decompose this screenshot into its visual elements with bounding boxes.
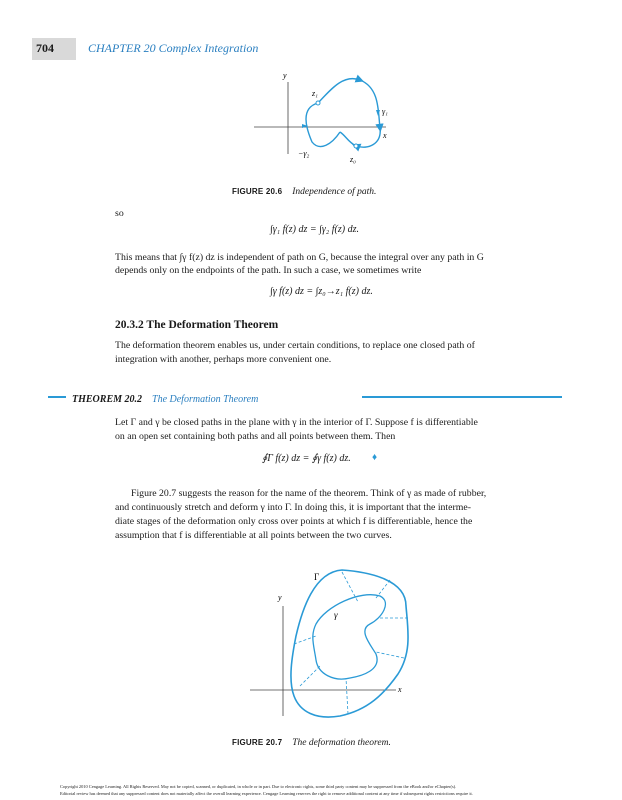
- theorem-end-mark: ♦: [372, 452, 378, 463]
- figure-20-6: [240, 68, 410, 178]
- fig1-caption-text: Independence of path.: [292, 187, 377, 197]
- para1-line1: This means that ∫γ f(z) dz is independent of path on G, because the integral over any path in G: [115, 252, 484, 263]
- para3-line2: and continuously stretch and deform γ into Γ. In doing this, it is important that the interme-: [115, 502, 471, 513]
- para2-line2: integration with another, perhaps more convenient one.: [115, 354, 332, 365]
- point-z0: [354, 144, 358, 148]
- page-number: 704: [36, 41, 54, 55]
- section-title: 20.3.2 The Deformation Theorem: [115, 319, 279, 331]
- gamma-inner-curve: [313, 595, 386, 679]
- para3-line3: diate stages of the deformation only cross over points at which f is differentiable, hence the: [115, 516, 473, 527]
- fig1-label-z1: z₁: [312, 89, 318, 98]
- fig2-label-gamma: γ: [334, 610, 338, 620]
- figure-20-7-caption: [232, 732, 391, 750]
- point-z1: [316, 101, 320, 105]
- theorem-rule-right: [362, 396, 562, 398]
- theorem-heading: [72, 389, 258, 407]
- para3-line1: Figure 20.7 suggests the reason for the name of the theorem. Think of γ as made of rubber,: [131, 488, 487, 499]
- fig2-label-y: y: [278, 593, 282, 602]
- para1-line2: depends only on the endpoints of the path. In such a case, we sometimes write: [115, 265, 422, 276]
- theorem-line2: on an open set containing both paths and all points between them. Then: [115, 431, 396, 442]
- copyright-line2: Editorial review has deemed that any suppressed content does not materially affect the overall learning experience. Cengage Learning reserves the right to remove additional content at any time if subsequent rights restrictions require it.: [60, 791, 473, 796]
- gamma1-path: [318, 79, 380, 148]
- para3-line4: assumption that f is differentiable at all points between the two curves.: [115, 530, 392, 541]
- para2-line1: The deformation theorem enables us, under certain conditions, to replace one closed path of: [115, 340, 475, 351]
- fig2-label-Gamma: Γ: [314, 572, 320, 582]
- fig2-label-x: x: [398, 685, 402, 694]
- theorem-equation: ∮Γ f(z) dz = ∮γ f(z) dz.: [262, 453, 351, 464]
- figure-20-7: [230, 566, 420, 730]
- gamma2-path: [306, 103, 340, 147]
- text-so: so: [115, 208, 124, 219]
- theorem-line1: Let Γ and γ be closed paths in the plane with γ in the interior of Γ. Suppose f is differentiable: [115, 417, 478, 428]
- fig1-label-z0: z₀: [350, 155, 356, 164]
- fig2-caption-label: FIGURE 20.7: [232, 738, 283, 747]
- fig2-caption-text: The deformation theorem.: [292, 738, 391, 748]
- chapter-title: CHAPTER 20 Complex Integration: [88, 41, 259, 55]
- copyright-line1: Copyright 2010 Cengage Learning. All Rights Reserved. May not be copied, scanned, or duplicated, in whole or in part. Due to electronic rights, some third party content may be suppressed from the eBook and/or eChapter(s).: [60, 784, 457, 789]
- equation-2: ∫γ f(z) dz = ∫z₀→z₁ f(z) dz.: [270, 286, 373, 297]
- Gamma-outer-curve: [291, 570, 408, 717]
- fig1-label-x: x: [383, 131, 387, 140]
- theorem-rule-left: [48, 396, 66, 398]
- fig1-caption-label: FIGURE 20.6: [232, 187, 283, 196]
- fig1-label-gamma2: −γ₂: [298, 149, 310, 158]
- theorem-label: THEOREM 20.2: [72, 394, 143, 405]
- figure-20-6-caption: [232, 181, 376, 199]
- fig1-label-gamma1: γ₁: [382, 107, 388, 116]
- equation-1: ∫γ₁ f(z) dz = ∫γ₂ f(z) dz.: [270, 224, 360, 235]
- fig1-label-y: y: [283, 71, 287, 80]
- theorem-name: The Deformation Theorem: [152, 394, 259, 405]
